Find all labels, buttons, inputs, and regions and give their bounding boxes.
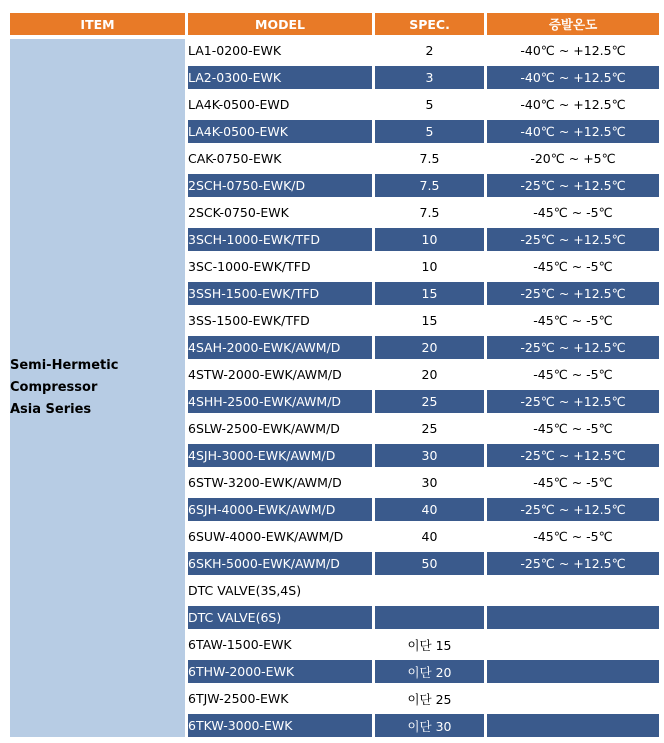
item-category-line1: Semi-Hermetic	[10, 358, 119, 373]
evaporating-temp-cell: -25℃ ~ +12.5℃	[487, 498, 659, 521]
header-model: MODEL	[188, 13, 372, 35]
spec-cell: 40	[375, 525, 484, 548]
spec-cell: 이단 20	[375, 660, 484, 683]
compressor-spec-table	[7, 9, 662, 741]
evaporating-temp-cell: -25℃ ~ +12.5℃	[487, 444, 659, 467]
model-cell: 3SSH-1500-EWK/TFD	[188, 282, 372, 305]
item-category-line2: Compressor	[10, 380, 98, 395]
spec-cell: 이단 30	[375, 714, 484, 737]
table-row	[10, 39, 659, 62]
spec-cell: 10	[375, 228, 484, 251]
spec-cell: 30	[375, 471, 484, 494]
spec-cell: 7.5	[375, 174, 484, 197]
evaporating-temp-cell: -25℃ ~ +12.5℃	[487, 174, 659, 197]
evaporating-temp-cell: -45℃ ~ -5℃	[487, 471, 659, 494]
header-row	[10, 13, 659, 35]
model-cell: 4STW-2000-EWK/AWM/D	[188, 363, 372, 386]
model-cell: 6TAW-1500-EWK	[188, 633, 372, 656]
header-evaporating-temp: 증발온도	[487, 13, 659, 35]
model-cell: 6THW-2000-EWK	[188, 660, 372, 683]
spec-cell: 7.5	[375, 147, 484, 170]
item-category-line3: Asia Series	[10, 402, 92, 417]
model-cell: CAK-0750-EWK	[188, 147, 372, 170]
model-cell: 6SKH-5000-EWK/AWM/D	[188, 552, 372, 575]
model-cell: 4SHH-2500-EWK/AWM/D	[188, 390, 372, 413]
model-cell: LA4K-0500-EWD	[188, 93, 372, 116]
evaporating-temp-cell	[487, 687, 659, 710]
evaporating-temp-cell: -40℃ ~ +12.5℃	[487, 66, 659, 89]
model-cell: LA4K-0500-EWK	[188, 120, 372, 143]
evaporating-temp-cell: -45℃ ~ -5℃	[487, 255, 659, 278]
evaporating-temp-cell: -40℃ ~ +12.5℃	[487, 93, 659, 116]
spec-cell: 5	[375, 120, 484, 143]
model-cell: 6TJW-2500-EWK	[188, 687, 372, 710]
evaporating-temp-cell	[487, 606, 659, 629]
header-spec: SPEC.	[375, 13, 484, 35]
evaporating-temp-cell: -45℃ ~ -5℃	[487, 363, 659, 386]
evaporating-temp-cell: -45℃ ~ -5℃	[487, 201, 659, 224]
model-cell: 3SS-1500-EWK/TFD	[188, 309, 372, 332]
spec-cell: 30	[375, 444, 484, 467]
spec-cell: 이단 25	[375, 687, 484, 710]
spec-cell: 40	[375, 498, 484, 521]
model-cell: 4SAH-2000-EWK/AWM/D	[188, 336, 372, 359]
model-cell: 6SLW-2500-EWK/AWM/D	[188, 417, 372, 440]
model-cell: 6STW-3200-EWK/AWM/D	[188, 471, 372, 494]
spec-cell: 3	[375, 66, 484, 89]
spec-cell: 15	[375, 282, 484, 305]
spec-cell: 50	[375, 552, 484, 575]
evaporating-temp-cell	[487, 660, 659, 683]
evaporating-temp-cell: -25℃ ~ +12.5℃	[487, 552, 659, 575]
evaporating-temp-cell: -40℃ ~ +12.5℃	[487, 120, 659, 143]
evaporating-temp-cell: -45℃ ~ -5℃	[487, 417, 659, 440]
spec-cell	[375, 606, 484, 629]
spec-cell: 25	[375, 390, 484, 413]
evaporating-temp-cell: -45℃ ~ -5℃	[487, 525, 659, 548]
spec-cell: 2	[375, 39, 484, 62]
spec-cell: 20	[375, 363, 484, 386]
spec-cell: 7.5	[375, 201, 484, 224]
model-cell: DTC VALVE(3S,4S)	[188, 579, 372, 602]
evaporating-temp-cell: -20℃ ~ +5℃	[487, 147, 659, 170]
model-cell: 4SJH-3000-EWK/AWM/D	[188, 444, 372, 467]
evaporating-temp-cell: -25℃ ~ +12.5℃	[487, 282, 659, 305]
evaporating-temp-cell	[487, 633, 659, 656]
model-cell: 3SC-1000-EWK/TFD	[188, 255, 372, 278]
spec-cell	[375, 579, 484, 602]
evaporating-temp-cell: -25℃ ~ +12.5℃	[487, 336, 659, 359]
spec-cell: 15	[375, 309, 484, 332]
model-cell: 6SJH-4000-EWK/AWM/D	[188, 498, 372, 521]
spec-cell: 20	[375, 336, 484, 359]
header-item: ITEM	[10, 13, 185, 35]
evaporating-temp-cell: -25℃ ~ +12.5℃	[487, 228, 659, 251]
evaporating-temp-cell: -25℃ ~ +12.5℃	[487, 390, 659, 413]
model-cell: 3SCH-1000-EWK/TFD	[188, 228, 372, 251]
model-cell: DTC VALVE(6S)	[188, 606, 372, 629]
spec-cell: 10	[375, 255, 484, 278]
model-cell: 6TKW-3000-EWK	[188, 714, 372, 737]
model-cell: 2SCK-0750-EWK	[188, 201, 372, 224]
evaporating-temp-cell: -40℃ ~ +12.5℃	[487, 39, 659, 62]
model-cell: LA2-0300-EWK	[188, 66, 372, 89]
model-cell: 6SUW-4000-EWK/AWM/D	[188, 525, 372, 548]
model-cell: LA1-0200-EWK	[188, 39, 372, 62]
evaporating-temp-cell	[487, 714, 659, 737]
spec-cell: 25	[375, 417, 484, 440]
evaporating-temp-cell: -45℃ ~ -5℃	[487, 309, 659, 332]
table-body	[10, 39, 659, 737]
spec-cell: 5	[375, 93, 484, 116]
model-cell: 2SCH-0750-EWK/D	[188, 174, 372, 197]
item-category-cell	[10, 39, 185, 737]
spec-cell: 이단 15	[375, 633, 484, 656]
evaporating-temp-cell	[487, 579, 659, 602]
